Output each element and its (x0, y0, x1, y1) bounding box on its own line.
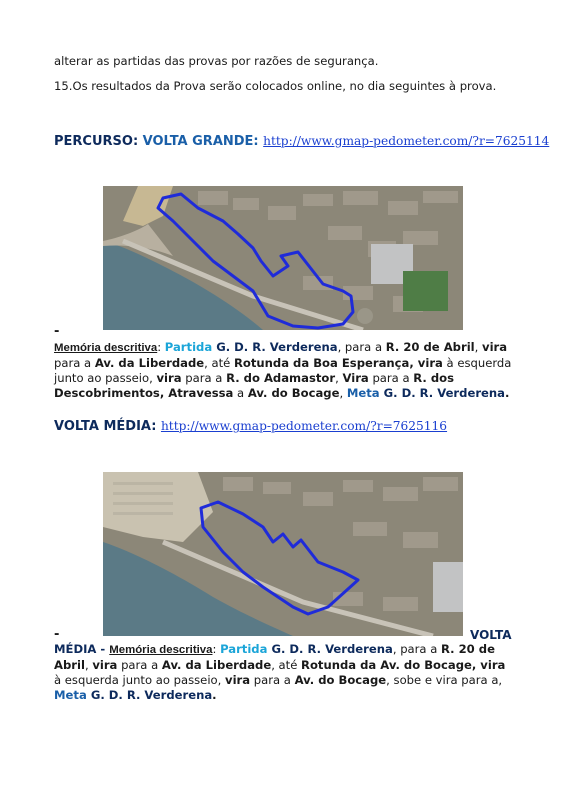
map-volta-media (103, 472, 463, 636)
heading-percurso-label: PERCURSO: (54, 134, 139, 149)
link-volta-grande[interactable]: http://www.gmap-pedometer.com/?r=7625114 (263, 134, 550, 148)
volta-label-right: VOLTA (470, 628, 512, 642)
aerial-map-image (103, 186, 463, 330)
dash-media: - (54, 627, 60, 642)
memoria-descritiva-grande: Memória descritiva: Partida G. D. R. Verderena, para a R. 20 de Abril, vira para a Av. da Liberdade, até Rotunda da Boa Esperança, vira à esquerda junto ao passeio, vira para a R. do Adamastor, Vira para a R. dos Descobrimentos, Atravessa a Av. do Bocage, Meta G. D. R. Verderena. (54, 340, 512, 400)
intro-line-1: alterar as partidas das provas por razões de segurança. (54, 54, 379, 68)
map-volta-grande (103, 186, 463, 330)
heading-volta-grande-name: VOLTA GRANDE: (142, 134, 259, 149)
heading-volta-media-name: VOLTA MÉDIA: (54, 419, 157, 434)
heading-volta-media (54, 419, 447, 434)
aerial-map-image-2 (103, 472, 463, 636)
dash-grande: - (54, 324, 60, 339)
intro-line-2: 15.Os resultados da Prova serão colocados online, no dia seguintes à prova. (54, 79, 497, 93)
memoria-descritiva-media: MÉDIA - Memória descritiva: Partida G. D. R. Verderena, para a R. 20 de Abril, vira para a Av. da Liberdade, até Rotunda da Av. do Bocage, vira à esquerda junto ao passeio, vira para a Av. do Bocage, sobe e vira para a, Meta G. D. R. Verderena. (54, 642, 506, 702)
link-volta-media[interactable]: http://www.gmap-pedometer.com/?r=7625116 (160, 419, 448, 433)
heading-volta-grande (54, 134, 549, 149)
